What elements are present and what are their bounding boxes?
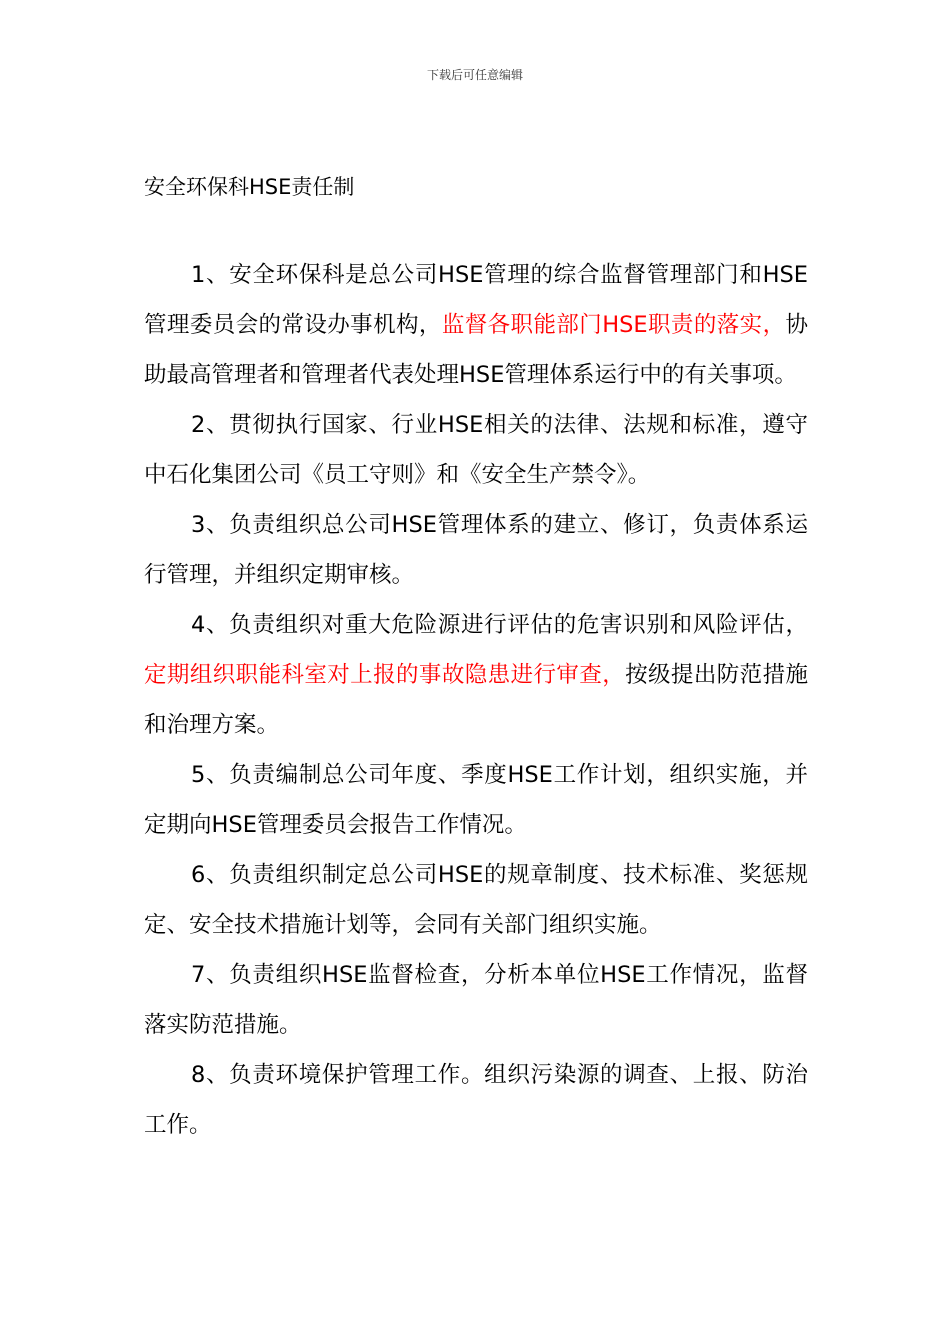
paragraph-text: 4、负责组织对重大危险源进行评估的危害识别和风险评估， xyxy=(191,612,808,638)
paragraph-3 xyxy=(144,500,808,600)
highlighted-text: 监督各职能部门HSE职责的落实， xyxy=(441,312,786,338)
paragraph-text: 8、负责环境保护管理工作。组织污染源的调查、上报、防治工作。 xyxy=(144,1062,808,1138)
paragraph-6 xyxy=(144,850,808,950)
paragraph-text: 按级提出防范措施和治理方案。 xyxy=(144,662,808,738)
header-note: 下载后可任意编辑 xyxy=(426,68,523,82)
paragraph-text: 6、负责组织制定总公司HSE的规章制度、技术标准、奖惩规定、安全技术措施计划等，会同有关部门组织实施。 xyxy=(144,862,808,938)
paragraph-7 xyxy=(144,950,808,1050)
paragraph-1 xyxy=(144,250,808,400)
paragraph-text: 7、负责组织HSE监督检查，分析本单位HSE工作情况，监督落实防范措施。 xyxy=(144,962,808,1038)
paragraph-text: 2、贯彻执行国家、行业HSE相关的法律、法规和标准，遵守中石化集团公司《员工守则》和《安全生产禁令》。 xyxy=(144,412,808,488)
paragraph-2 xyxy=(144,400,808,500)
document-title: 安全环保科HSE责任制 xyxy=(144,175,355,199)
document-body xyxy=(144,250,808,1150)
highlighted-text: 定期组织职能科室对上报的事故隐患进行审查， xyxy=(144,662,626,688)
paragraph-5 xyxy=(144,750,808,850)
paragraph-text: 1、安全环保科是总公司HSE管理的综合监督管理部门和HSE管理委员会的常设办事机构， xyxy=(144,262,808,338)
paragraph-4 xyxy=(144,600,808,750)
paragraph-8 xyxy=(144,1050,808,1150)
paragraph-text: 协助最高管理者和管理者代表处理HSE管理体系运行中的有关事项。 xyxy=(144,312,808,388)
paragraph-text: 3、负责组织总公司HSE管理体系的建立、修订，负责体系运行管理，并组织定期审核。 xyxy=(144,512,808,588)
paragraph-text: 5、负责编制总公司年度、季度HSE工作计划，组织实施，并定期向HSE管理委员会报告工作情况。 xyxy=(144,762,808,838)
